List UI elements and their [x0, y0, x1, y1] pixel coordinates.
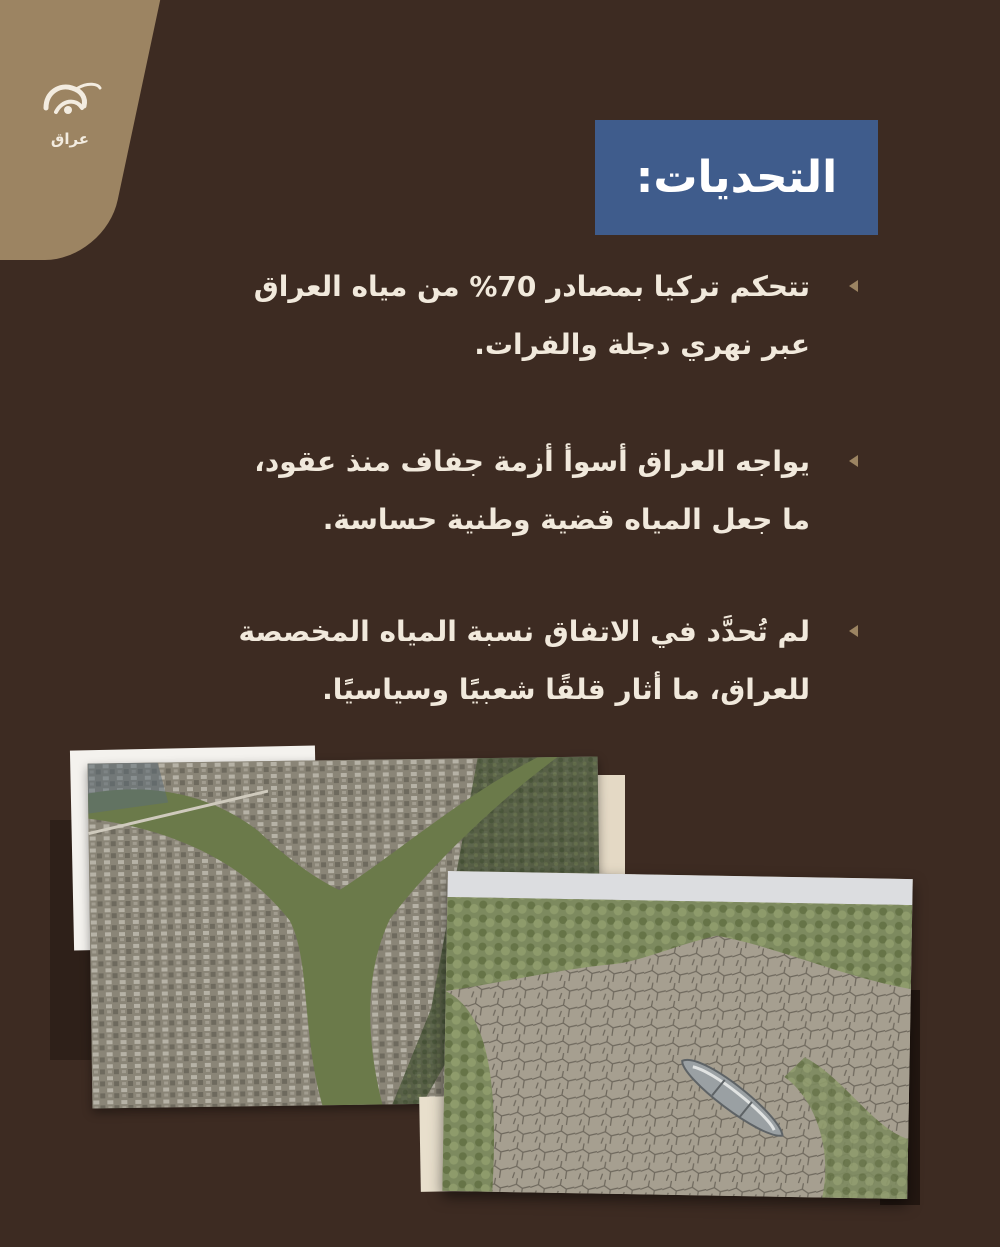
bullet-marker-icon: [849, 625, 858, 637]
bullet-line: عبر نهري دجلة والفرات.: [474, 328, 810, 361]
bullet-marker-icon: [849, 455, 858, 467]
bullet-line: ما جعل المياه قضية وطنية حساسة.: [322, 503, 810, 536]
title-banner: [595, 120, 878, 235]
bullet-item: [110, 603, 810, 719]
bullet-item: [110, 258, 810, 374]
paper-tape: [595, 775, 625, 885]
bullet-marker-icon: [849, 280, 858, 292]
brand-logo: [30, 78, 110, 158]
brand-logo-icon: [38, 78, 102, 128]
bullet-line: لم تُحدَّد في الاتفاق نسبة المياه المخصصة: [238, 615, 810, 648]
bullet-line: تتحكم تركيا بمصادر 70% من مياه العراق: [253, 270, 810, 303]
dry-riverbed-boat-photo: [442, 871, 913, 1199]
bullet-item: [110, 433, 810, 549]
page-title: التحديات:: [635, 152, 838, 203]
bullet-line: يواجه العراق أسوأ أزمة جفاف منذ عقود،: [254, 445, 810, 478]
brand-label: عراق: [50, 130, 90, 148]
bullet-line: للعراق، ما أثار قلقًا شعبيًا وسياسيًا.: [322, 673, 810, 706]
